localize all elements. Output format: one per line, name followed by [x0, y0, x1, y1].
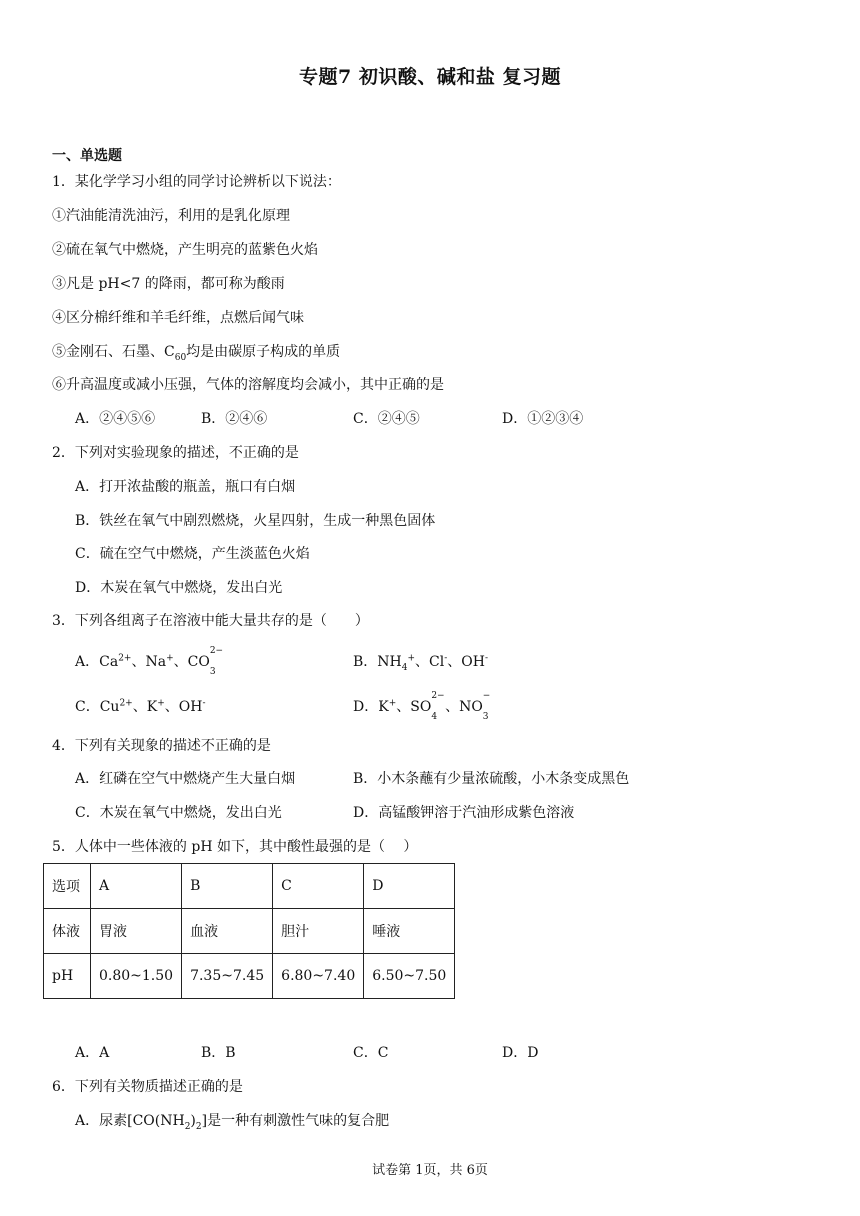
table-cell: 7.35~7.45: [182, 954, 273, 999]
ion-script: − $_3$: [482, 691, 491, 722]
separator: 、: [396, 699, 411, 715]
q3-option-b[interactable]: [353, 653, 488, 671]
q2-option-d[interactable]: D．木炭在氧气中燃烧，发出白光: [75, 580, 283, 596]
ion-text: NH: [377, 654, 402, 670]
ion-text: Cl: [429, 654, 445, 670]
q3-a-prefix: A．: [75, 654, 100, 670]
table-cell: 0.80~1.50: [91, 954, 182, 999]
q1-option-b[interactable]: B．②④⑥: [201, 411, 268, 427]
q1-option-a[interactable]: A．②④⑤⑥: [75, 411, 156, 427]
ion-text: SO: [410, 699, 432, 715]
table-cell: 体液: [44, 909, 91, 954]
ion-text: K: [146, 699, 158, 715]
ion-text: OH: [461, 654, 485, 670]
q1-item-1: ①汽油能清洗油污，利用的是乳化原理: [52, 208, 290, 224]
separator: 、: [173, 654, 188, 670]
ion-charge: -: [484, 653, 489, 664]
table-cell: 6.50~7.50: [364, 954, 455, 999]
ion-charge: 2+: [118, 653, 132, 664]
q6-a-text: ): [190, 1113, 196, 1129]
table-cell: pH: [44, 954, 91, 999]
q4-option-c[interactable]: C．木炭在氧气中燃烧，发出白光: [75, 805, 282, 821]
separator: 、: [164, 699, 179, 715]
ion-text: Na: [145, 654, 167, 670]
table-cell: A: [91, 864, 182, 909]
ion-charge: 2+: [119, 698, 133, 709]
q3-option-c[interactable]: [75, 698, 205, 716]
table-cell: D: [364, 864, 455, 909]
q1-item-4: ④区分棉纤维和羊毛纤维，点燃后闻气味: [52, 310, 304, 326]
q1-option-c[interactable]: C．②④⑤: [353, 411, 420, 427]
q6-a-text: A．尿素[CO(NH: [75, 1113, 185, 1129]
page-footer: 试卷第 1页，共 6页: [372, 1163, 488, 1178]
table-cell: 血液: [182, 909, 273, 954]
q3-b-prefix: B．: [353, 654, 378, 670]
q4-option-a[interactable]: A．红磷在空气中燃烧产生大量白烟: [75, 771, 296, 787]
table-row: [44, 909, 455, 954]
ion-charge: +: [388, 698, 397, 709]
q1-stem: 1．某化学学习小组的同学讨论辨析以下说法：: [52, 174, 341, 190]
ion-charge: -: [444, 653, 448, 664]
ion-charge: +: [157, 698, 165, 709]
ion-charge: +: [166, 653, 174, 664]
q1-item-5-sub: 60: [174, 352, 187, 363]
table-cell: B: [182, 864, 273, 909]
q1-item-5-rest: 均是由碳原子构成的单质: [186, 344, 341, 360]
ion-subscript: 3: [209, 666, 216, 677]
ion-text: Ca: [99, 654, 119, 670]
q1-item-2: ②硫在氧气中燃烧，产生明亮的蓝紫色火焰: [52, 242, 318, 258]
table-cell: C: [273, 864, 364, 909]
table-row: [44, 954, 455, 999]
table-cell: 唾液: [364, 909, 455, 954]
q2-option-c[interactable]: C．硫在空气中燃烧，产生淡蓝色火焰: [75, 546, 310, 562]
q2-option-a[interactable]: A．打开浓盐酸的瓶盖，瓶口有白烟: [75, 479, 296, 495]
ion-script: 2− $_4$: [431, 691, 445, 722]
q6-option-a[interactable]: [75, 1112, 389, 1130]
q1-item-3: ③凡是 pH<7 的降雨，都可称为酸雨: [52, 276, 285, 292]
separator: 、: [131, 654, 146, 670]
formula-subscript: 2: [184, 1121, 191, 1132]
q3-c-prefix: C．: [75, 699, 100, 715]
q1-item-5-text: ⑤金刚石、石墨、C: [52, 344, 175, 360]
q3-option-d[interactable]: [353, 691, 491, 722]
ion-charge: +: [407, 653, 416, 664]
ion-subscript: 4: [431, 711, 438, 722]
ion-text: OH: [178, 699, 203, 715]
ion-charge: -: [202, 698, 206, 709]
ion-subscript: 4: [401, 662, 408, 673]
q6-stem: 6．下列有关物质描述正确的是: [52, 1079, 243, 1095]
separator: 、: [415, 654, 430, 670]
ion-subscript: 3: [482, 711, 489, 722]
q6-a-text: ]是一种有刺激性气味的复合肥: [201, 1113, 390, 1129]
section-heading: 一、单选题: [52, 148, 122, 164]
ion-text: NO: [459, 699, 483, 715]
q2-stem: 2．下列对实验现象的描述，不正确的是: [52, 445, 299, 461]
q1-item-5: [52, 343, 340, 361]
page-title: 专题7 初识酸、碱和盐 复习题: [299, 66, 561, 88]
ion-text: Cu: [99, 699, 120, 715]
table-row: [44, 864, 455, 909]
q5-option-d[interactable]: D．D: [502, 1045, 539, 1061]
ph-table: [43, 863, 455, 999]
q1-option-d[interactable]: D．①②③④: [502, 411, 584, 427]
ion-script: 2− $_3$: [209, 646, 224, 677]
q5-option-a[interactable]: A．A: [75, 1045, 110, 1061]
table-cell: 胃液: [91, 909, 182, 954]
q3-stem: 3．下列各组离子在溶液中能大量共存的是（ ）: [52, 613, 369, 629]
ion-text: CO: [187, 654, 210, 670]
formula-subscript: 2: [195, 1121, 202, 1132]
q4-option-d[interactable]: D．高锰酸钾溶于汽油形成紫色溶液: [353, 805, 575, 821]
q4-stem: 4．下列有关现象的描述不正确的是: [52, 738, 271, 754]
q5-option-b[interactable]: B．B: [201, 1045, 236, 1061]
q3-option-a[interactable]: [75, 646, 224, 677]
ion-text: K: [378, 699, 389, 715]
q5-stem: 5．人体中一些体液的 pH 如下，其中酸性最强的是（ ）: [52, 839, 418, 855]
table-cell: 胆汁: [273, 909, 364, 954]
q2-option-b[interactable]: B．铁丝在氧气中剧烈燃烧，火星四射，生成一种黑色固体: [75, 513, 436, 529]
q4-option-b[interactable]: B．小木条蘸有少量浓硫酸，小木条变成黑色: [353, 771, 630, 787]
q5-option-c[interactable]: C．C: [353, 1045, 389, 1061]
separator: 、: [447, 654, 462, 670]
table-cell: 选项: [44, 864, 91, 909]
separator: 、: [132, 699, 147, 715]
separator: 、: [445, 699, 460, 715]
q3-d-prefix: D．: [353, 699, 379, 715]
q1-item-6: ⑥升高温度或减小压强，气体的溶解度均会减小，其中正确的是: [52, 377, 444, 393]
table-cell: 6.80~7.40: [273, 954, 364, 999]
